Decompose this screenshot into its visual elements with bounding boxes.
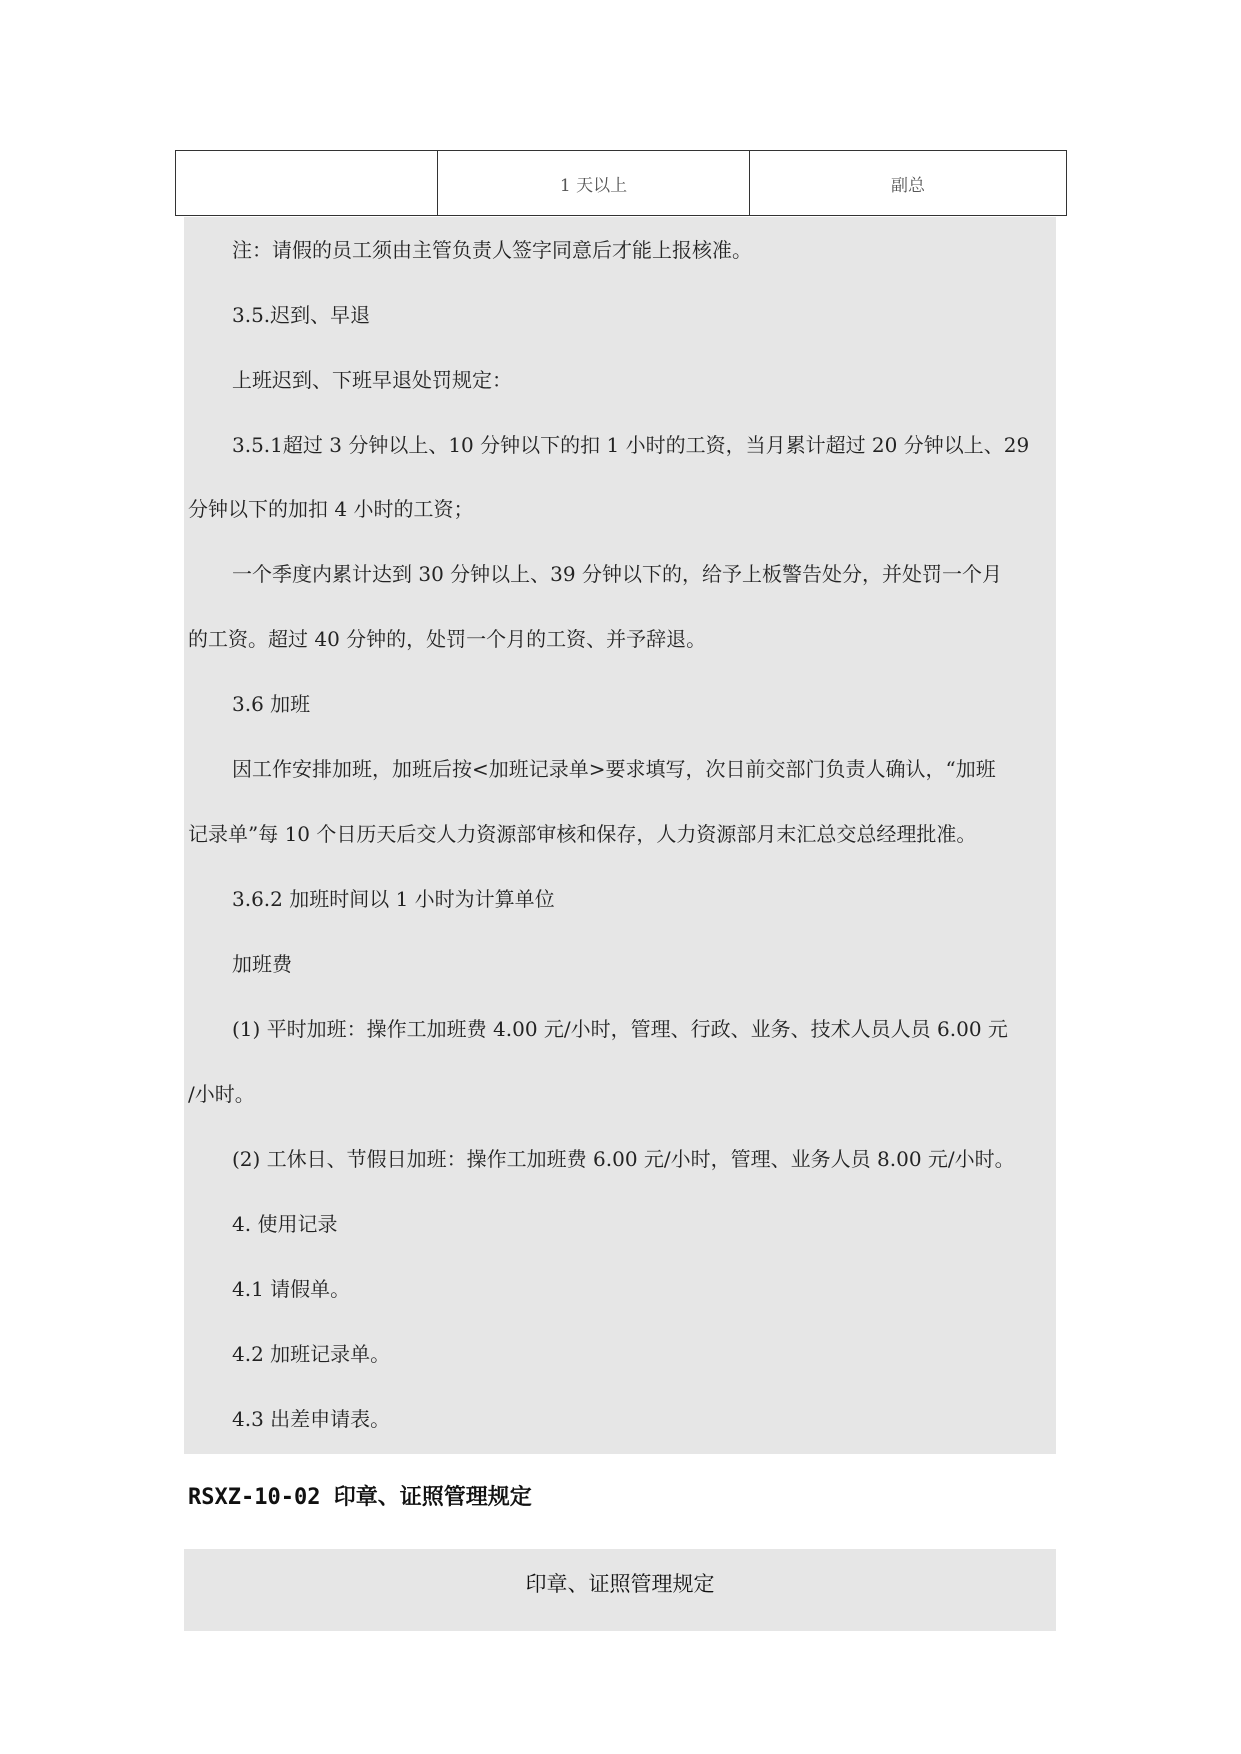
section-3-6-heading: 3.6 加班 xyxy=(232,692,311,716)
section-3-6-2-text: 3.6.2 加班时间以 1 小时为计算单位 xyxy=(232,887,555,911)
table-cell-duration: 1 天以上 xyxy=(438,151,750,216)
section-3-5-1-line2: 分钟以下的加扣 4 小时的工资； xyxy=(188,497,474,521)
section-heading: RSXZ-10-02 印章、证照管理规定 xyxy=(188,1485,532,1510)
quarter-rule-line1: 一个季度内累计达到 30 分钟以上、39 分钟以下的，给予上板警告处分，并处罚一个月 xyxy=(232,562,1002,586)
note-text: 注：请假的员工须由主管负责人签字同意后才能上报核准。 xyxy=(232,238,752,262)
table-cell-empty xyxy=(176,151,438,216)
record-item-4-3: 4.3 出差申请表。 xyxy=(232,1407,391,1431)
regulation-title-box: 印章、证照管理规定 xyxy=(184,1549,1056,1631)
overtime-text-line1: 因工作安排加班，加班后按<加班记录单>要求填写，次日前交部门负责人确认，“加班 xyxy=(232,757,996,781)
section-3-5-heading: 3.5.迟到、早退 xyxy=(232,303,371,327)
leave-approval-table xyxy=(175,150,1067,216)
quarter-rule-line2: 的工资。超过 40 分钟的，处罚一个月的工资、并予辞退。 xyxy=(188,627,707,651)
record-item-4-2: 4.2 加班记录单。 xyxy=(232,1342,391,1366)
late-rules-text: 上班迟到、下班早退处罚规定： xyxy=(232,368,512,392)
section-3-5-1-line1: 3.5.1超过 3 分钟以上、10 分钟以下的扣 1 小时的工资，当月累计超过 20 分钟以上、29 xyxy=(232,433,1030,457)
table-cell-approver: 副总 xyxy=(750,151,1067,216)
overtime-fee-heading: 加班费 xyxy=(232,952,292,976)
record-item-4-1: 4.1 请假单。 xyxy=(232,1277,351,1301)
overtime-text-line2: 记录单”每 10 个日历天后交人力资源部审核和保存，人力资源部月末汇总交总经理批准。 xyxy=(188,822,977,846)
fee-item-1-line2: /小时。 xyxy=(188,1082,255,1106)
section-4-heading: 4. 使用记录 xyxy=(232,1212,338,1236)
fee-item-2: (2) 工休日、节假日加班：操作工加班费 6.00 元/小时，管理、业务人员 8.00 元/小时。 xyxy=(232,1147,1015,1171)
table-row xyxy=(176,151,1067,216)
fee-item-1-line1: (1) 平时加班：操作工加班费 4.00 元/小时，管理、行政、业务、技术人员人员 6.00 元 xyxy=(232,1017,1008,1041)
